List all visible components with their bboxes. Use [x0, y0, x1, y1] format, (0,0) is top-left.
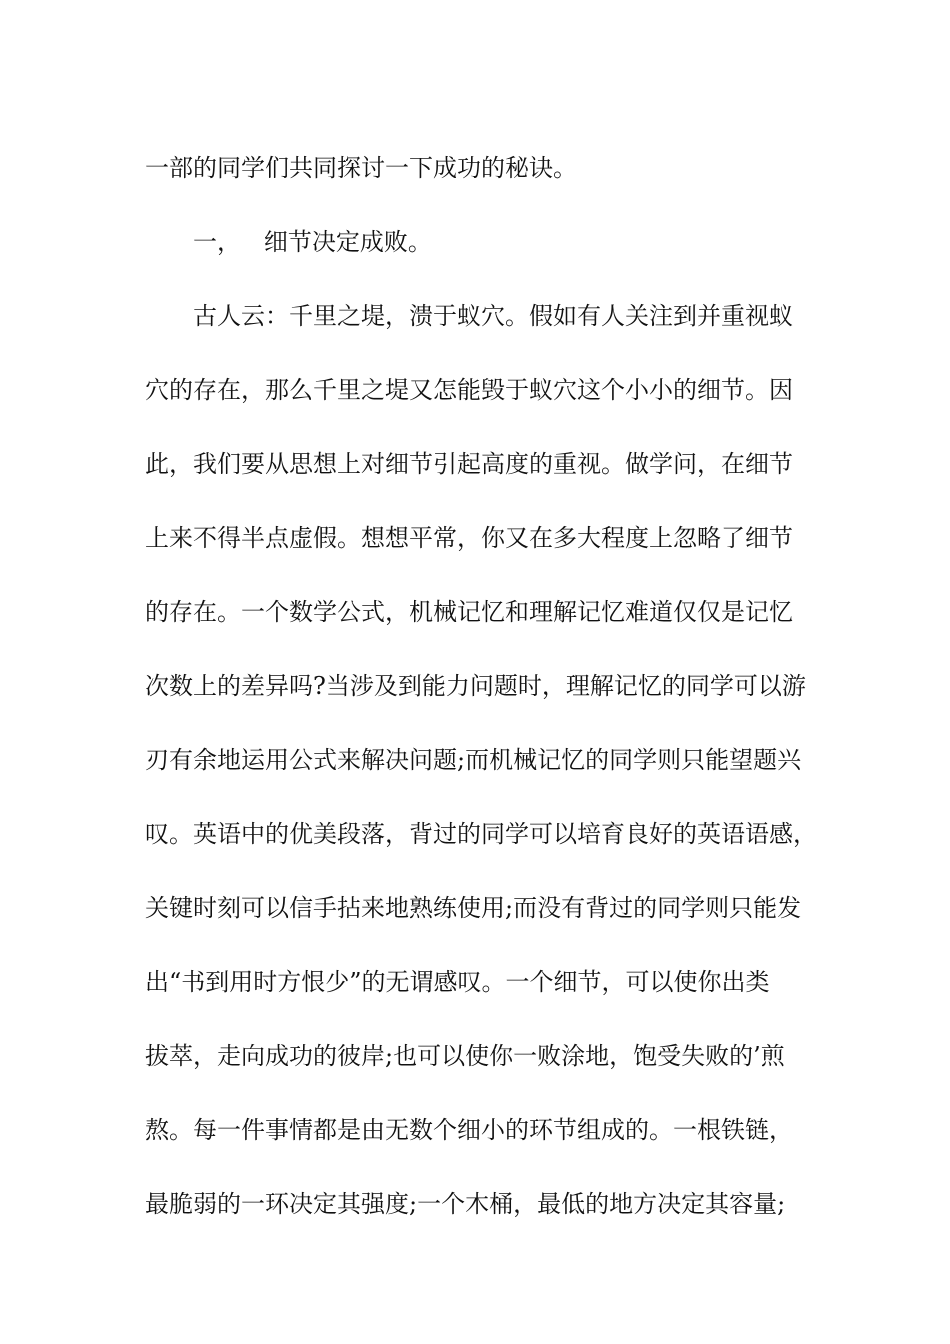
text-line-7: 的存在。一个数学公式，机械记忆和理解记忆难道仅仅是记忆 [145, 598, 793, 626]
text-line-14: 熬。每一件事情都是由无数个细小的环节组成的。一根铁链， [145, 1116, 793, 1144]
text-line-6: 上来不得半点虚假。想想平常，你又在多大程度上忽略了细节 [145, 524, 793, 552]
text-line-15: 最脆弱的一环决定其强度;一个木桶，最低的地方决定其容量; [145, 1190, 786, 1218]
text-line-1: 一部的同学们共同探讨一下成功的秘诀。 [145, 154, 577, 182]
text-line-8: 次数上的差异吗?当涉及到能力问题时，理解记忆的同学可以游 [145, 672, 806, 700]
text-line-13: 拔萃，走向成功的彼岸;也可以使你一败涂地，饱受失败的’煎 [145, 1042, 785, 1070]
document-body [145, 131, 845, 1241]
text-line-12: 出“书到用时方恨少”的无谓感叹。一个细节，可以使你出类 [145, 968, 770, 996]
text-line-10: 叹。英语中的优美段落，背过的同学可以培育良好的英语语感， [145, 820, 817, 848]
text-line-4: 穴的存在，那么千里之堤又怎能毁于蚁穴这个小小的细节。因 [145, 376, 793, 404]
text-line-3: 古人云：千里之堤，溃于蚁穴。假如有人关注到并重视蚁 [193, 302, 793, 330]
text-line-5: 此，我们要从思想上对细节引起高度的重视。做学问，在细节 [145, 450, 793, 478]
text-line-11: 关键时刻可以信手拈来地熟练使用;而没有背过的同学则只能发 [145, 894, 802, 922]
section-heading: 一， 细节决定成败。 [193, 228, 432, 256]
text-line-9: 刃有余地运用公式来解决问题;而机械记忆的同学则只能望题兴 [145, 746, 802, 774]
